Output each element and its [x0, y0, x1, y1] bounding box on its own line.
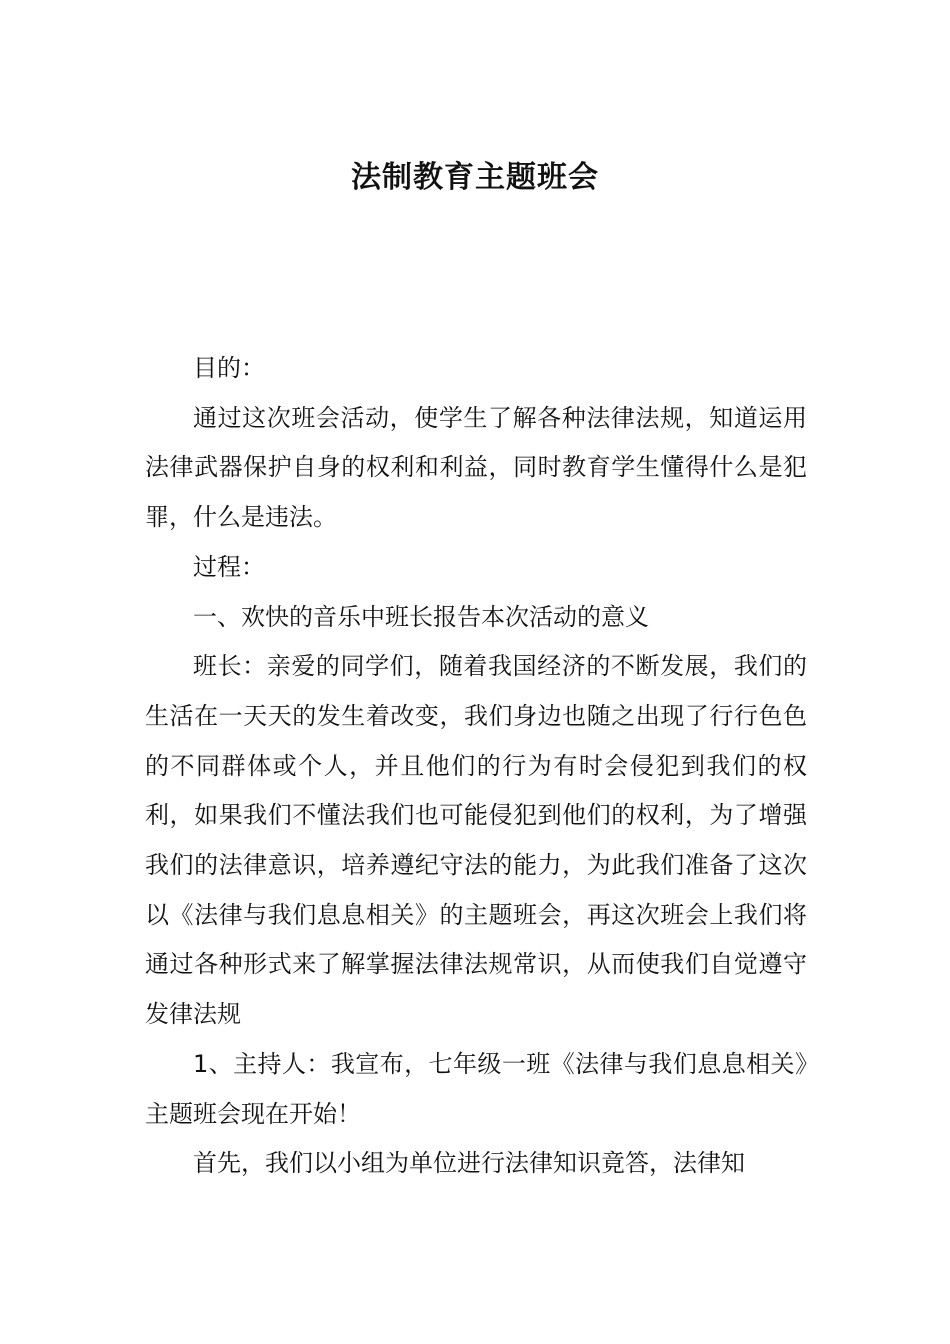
paragraph-purpose-text: 通过这次班会活动，使学生了解各种法律法规，知道运用法律武器保护自身的权利和利益，同时教育学生懂得什么是犯罪，什么是违法。 — [145, 403, 807, 532]
paragraph-purpose-heading: 目的： — [193, 354, 265, 382]
paragraph-quiz-intro: 首先，我们以小组为单位进行法律知识竟答，法律知 — [193, 1149, 745, 1178]
document-title: 法制教育主题班会 — [351, 160, 599, 195]
paragraph-monitor-speech: 班长：亲爱的同学们，随着我国经济的不断发展，我们的生活在一天天的发生着改变，我们身边也随之出现了行行色色的不同群体或个人，并且他们的行为有时会侵犯到我们的权利，如果我们不懂法我们也可能侵犯到他们的权利，为了增强我们的法律意识，培养遵纪守法的能力，为此我们准备了这次以《法律与我们息息相关》的主题班会，再这次班会上我们将通过各种形式来了解掌握法律法规常识，从而使我们自觉遵守发律法规 — [145, 652, 807, 1029]
paragraph-step-one: 一、欢快的音乐中班长报告本次活动的意义 — [193, 602, 649, 631]
paragraph-process-heading: 过程： — [193, 552, 265, 581]
paragraph-host-announcement: 1、主持人：我宣布，七年级一班《法律与我们息息相关》主题班会现在开始！ — [145, 1049, 807, 1128]
document-body — [145, 344, 807, 1189]
